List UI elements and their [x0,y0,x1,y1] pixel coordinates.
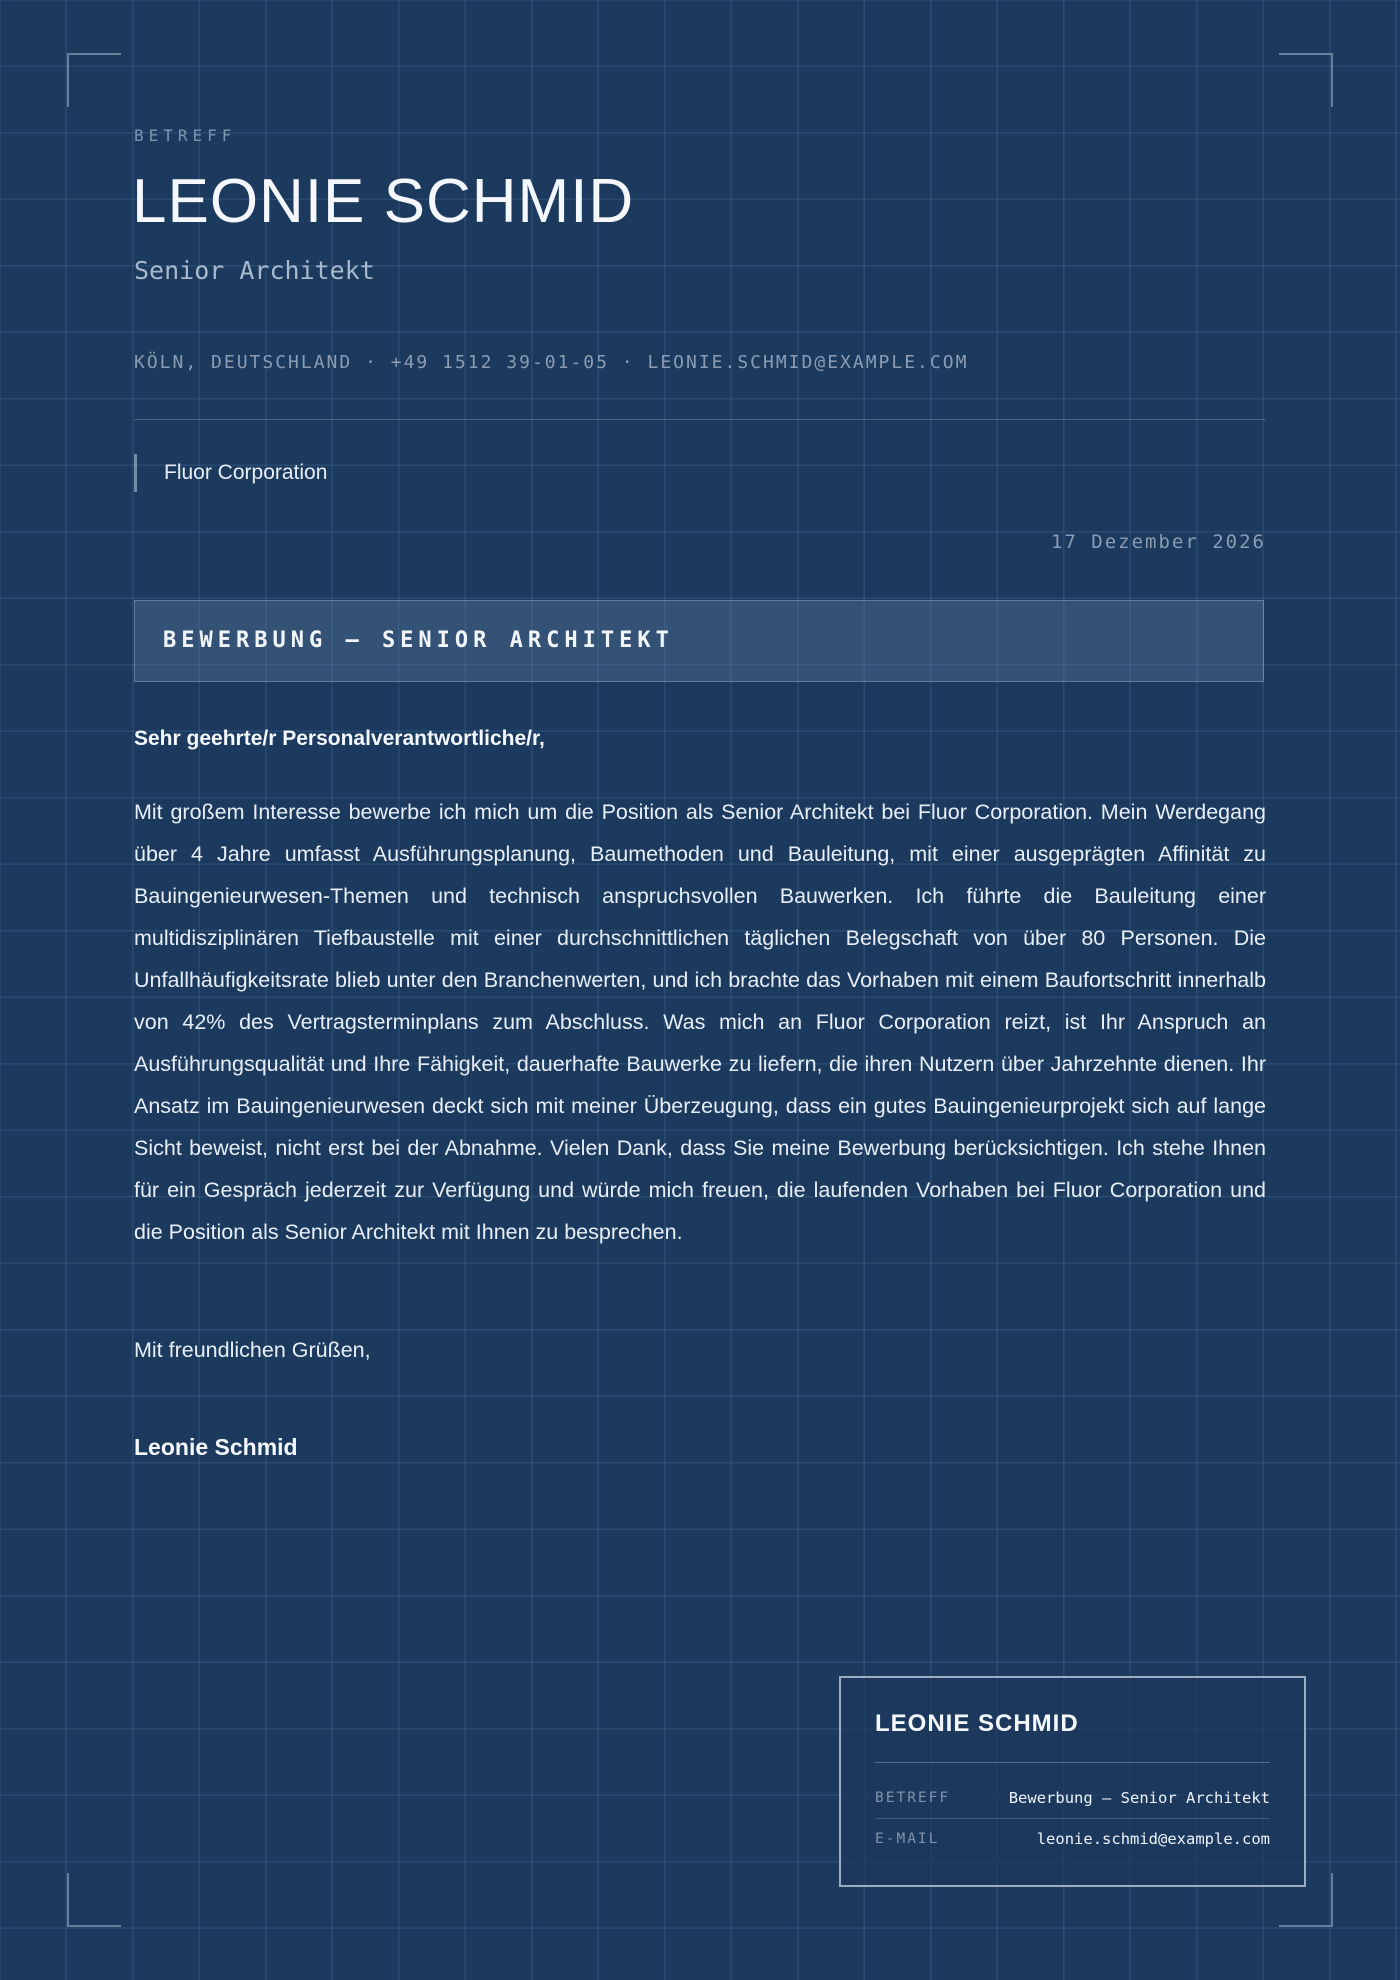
applicant-name: LEONIE SCHMID [132,167,635,236]
card-row-email [875,1819,1270,1859]
closing: Mit freundlichen Grüßen, [134,1338,371,1362]
card-row-subject [875,1778,1270,1819]
card-divider [875,1762,1270,1763]
subject-banner [134,600,1264,682]
signature-name: Leonie Schmid [134,1434,298,1460]
corner-mark-top-right [1279,53,1333,107]
letter-date: 17 Dezember 2026 [1050,531,1266,553]
header-divider [134,419,1266,420]
header-kicker: BETREFF [134,126,237,145]
card-name: LEONIE SCHMID [875,1710,1079,1737]
corner-mark-top-left [67,53,121,107]
letter-body: Mit großem Interesse bewerbe ich mich um die Position als Senior Architekt bei Fluor Corporation. Mein Werdegang über 4 Jahre umfasst Ausführungsplanung, Baumethoden und Bauleitung, mit einer ausgeprägten Affinität zu Bauingenieurwesen-Themen und technisch anspruchsvollen Bauwerken. Ich führte die Bauleitung einer multidisziplinären Tiefbaustelle mit einer durchschnittlichen täglichen Belegschaft von über 80 Personen. Die Unfallhäufigkeitsrate blieb unter den Branchenwerten, und ich brachte das Vorhaben mit einem Baufortschritt innerhalb von 42% des Vertragsterminplans zum Abschluss. Was mich an Fluor Corporation reizt, ist Ihr Anspruch an Ausführungsqualität und Ihre Fähigkeit, dauerhafte Bauwerke zu liefern, die ihren Nutzern über Jahrzehnte dienen. Ihr Ansatz im Bauingenieurwesen deckt sich mit meiner Überzeugung, dass ein gutes Bauingenieurprojekt sich auf lange Sicht beweist, nicht erst bei der Abnahme. Vielen Dank, dass Sie meine Bewerbung berücksichtigen. Ich stehe Ihnen für ein Gespräch jederzeit zur Verfügung und würde mich freuen, die laufenden Vorhaben bei Fluor Corporation und die Position als Senior Architekt mit Ihnen zu besprechen. [134,800,1266,1244]
card-email-link[interactable]: leonie.schmid@example.com [1036,1830,1270,1848]
corner-mark-bottom-left [67,1873,121,1927]
contact-card [839,1676,1306,1887]
card-row-key: E-MAIL [875,1831,940,1847]
salutation: Sehr geehrte/r Personalverantwortliche/r, [134,727,545,750]
card-row-key: BETREFF [875,1790,951,1806]
subject-line: BEWERBUNG — SENIOR ARCHITEKT [163,628,674,653]
contact-line: KÖLN, DEUTSCHLAND · +49 1512 39-01-05 · LEONIE.SCHMID@EXAMPLE.COM [134,352,969,373]
recipient-company: Fluor Corporation [134,454,327,492]
applicant-role: Senior Architekt [134,256,375,285]
card-row-value: Bewerbung — Senior Architekt [1008,1789,1270,1807]
